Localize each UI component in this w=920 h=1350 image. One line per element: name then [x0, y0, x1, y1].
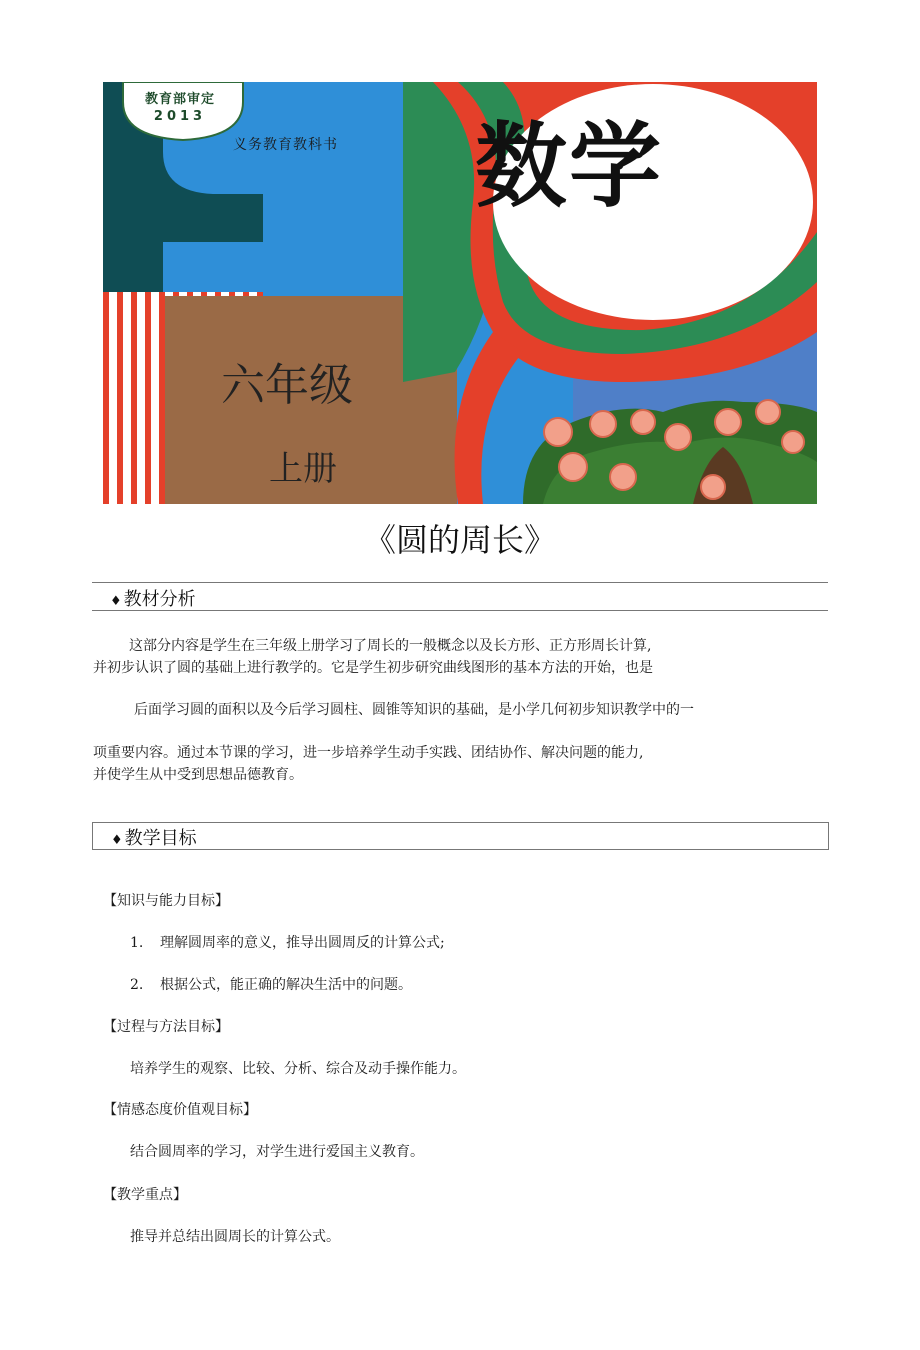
section-header-teaching-goals — [92, 822, 829, 850]
list-item-text: 理解圆周率的意义，推导出圆周反的计算公式; — [160, 935, 445, 951]
section-heading — [111, 824, 197, 850]
goal-list-item — [130, 932, 445, 952]
section-heading-text: 教材分析 — [123, 589, 196, 610]
key-point-text: 推导并总结出圆周长的计算公式。 — [130, 1229, 340, 1245]
section-heading — [110, 585, 196, 611]
paragraph-line: 这部分内容是学生在三年级上册学习了周长的一般概念以及长方形、正方形周长计算, — [129, 638, 652, 654]
cover-artwork — [103, 82, 817, 504]
paragraph-line: 后面学习圆的面积以及今后学习圆柱、圆锥等知识的基础，是小学几何初步知识教学中的一 — [134, 702, 694, 718]
key-point-label: 【教学重点】 — [103, 1187, 187, 1203]
list-number: 2. — [130, 977, 144, 993]
diamond-bullet-icon: ♦ — [110, 594, 122, 609]
process-goal-label: 【过程与方法目标】 — [103, 1019, 229, 1035]
goal-list-item — [130, 974, 412, 994]
paragraph-line: 项重要内容。通过本节课的学习，进一步培养学生动手实践、团结协作、解决问题的能力, — [93, 745, 644, 761]
volume-label: 上册 — [269, 449, 337, 489]
emotion-goal-label: 【情感态度价值观目标】 — [103, 1102, 257, 1118]
list-item-text: 根据公式，能正确的解决生活中的问题。 — [160, 977, 412, 993]
series-label: 义务教育教科书 — [233, 137, 338, 153]
process-goal-text: 培养学生的观察、比较、分析、综合及动手操作能力。 — [130, 1061, 466, 1077]
section-heading-text: 教学目标 — [124, 828, 197, 849]
subject-title: 数学 — [475, 112, 664, 220]
approval-seal-text: 教育部审定 — [144, 92, 215, 107]
textbook-cover-image — [103, 82, 817, 504]
approval-seal-year: 2013 — [153, 109, 207, 124]
emotion-goal-text: 结合圆周率的学习，对学生进行爱国主义教育。 — [130, 1144, 424, 1160]
grade-label: 六年级 — [221, 360, 353, 411]
list-number: 1. — [130, 935, 144, 951]
document-title: 《圆的周长》 — [363, 521, 556, 559]
knowledge-goal-label: 【知识与能力目标】 — [103, 893, 229, 909]
section-header-material-analysis — [92, 582, 828, 611]
diamond-bullet-icon: ♦ — [111, 833, 123, 848]
paragraph-line: 并使学生从中受到思想品德教育。 — [93, 767, 303, 783]
paragraph-line: 并初步认识了圆的基础上进行教学的。它是学生初步研究曲线图形的基本方法的开始，也是 — [93, 660, 653, 676]
